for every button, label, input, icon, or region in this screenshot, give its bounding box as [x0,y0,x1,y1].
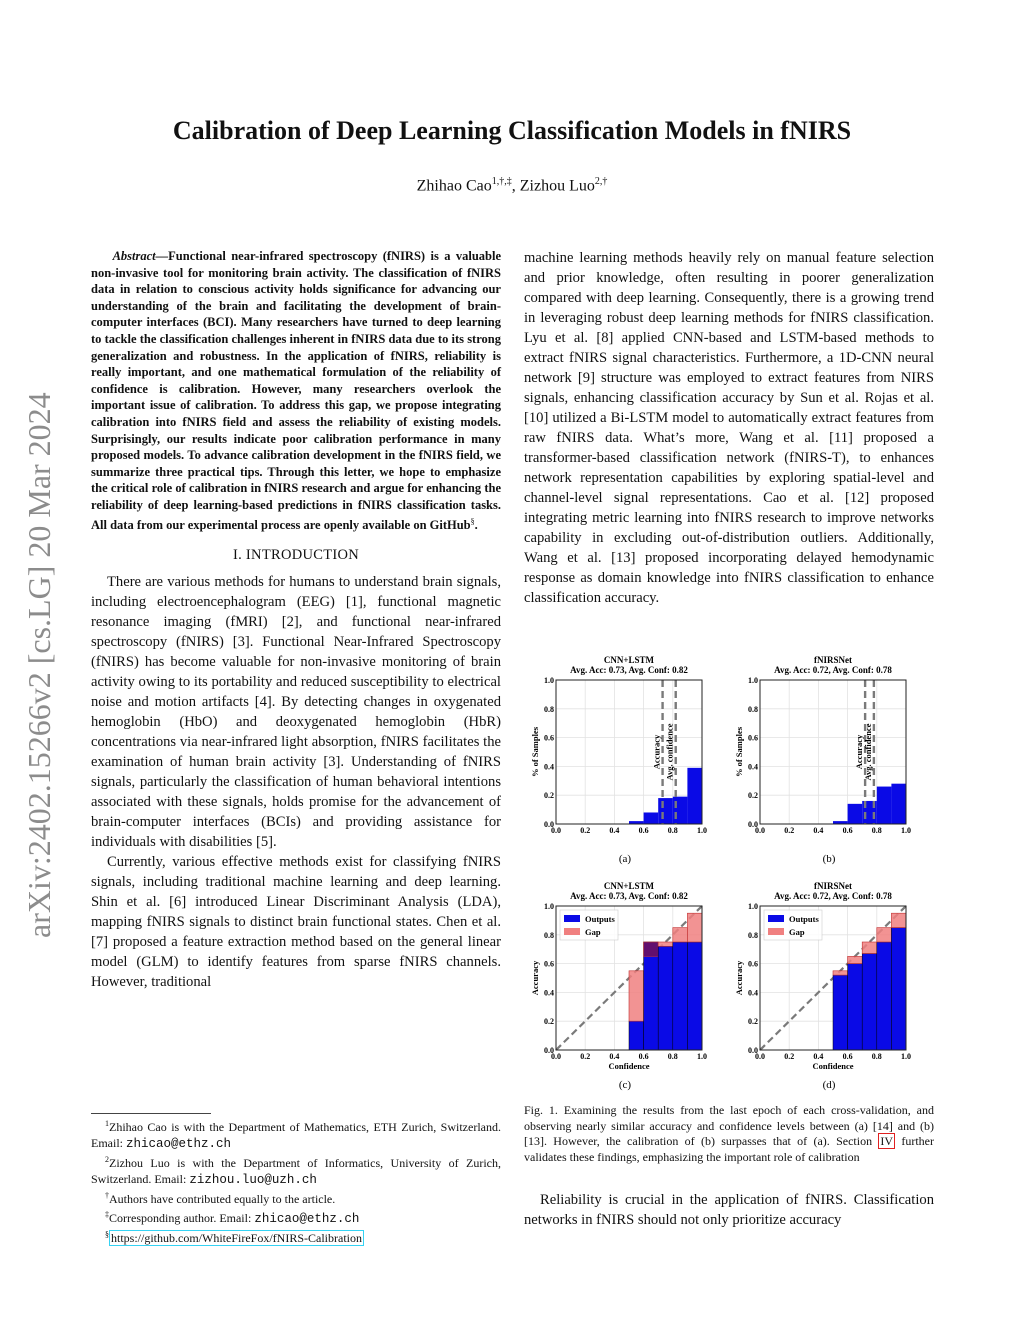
panel-b-bar-1 [848,804,863,824]
panel-c-xtick-2: 0.4 [609,1052,620,1061]
footnote-2-text: Zizhou Luo is with the Department of Informatics, University of Zurich, Switzerland. Email: [91,1156,501,1186]
footnote-1 [91,1116,501,1152]
panel-b-ytick-3: 0.6 [748,733,758,743]
panel-b-xtick-4: 0.8 [871,826,882,835]
panel-c-ytick-3: 0.6 [544,959,554,969]
panel-d-gap-bar-4 [891,913,906,927]
panel-d-xtick-4: 0.8 [871,1052,882,1061]
panel-a-bar-3 [673,797,688,824]
right-paragraph-2: Reliability is crucial in the application of fNIRS. Classification networks in fNIRS should not only prioritize accuracy [524,1192,934,1228]
panel-c-xlabel: Confidence [608,1061,650,1071]
panel-a-title: CNN+LSTM [603,655,655,665]
figure-caption [524,1103,934,1165]
panel-d-legend-gap: Gap [789,927,805,937]
panel-a-line-label-0: Accuracy [651,734,662,770]
panel-d-subtitle: Avg. Acc: 0.72, Avg. Conf: 0.78 [774,891,892,901]
panel-d-gap-bar-3 [877,928,892,942]
panel-b-ytick-1: 0.2 [748,791,758,801]
panel-c-label: (c) [618,1079,632,1091]
panel-a-xtick-2: 0.4 [609,826,620,835]
panel-a-ytick-0: 0.0 [544,820,554,829]
section-ref-link[interactable]: IV [880,1134,894,1148]
author-1: Zhihao Cao [416,177,492,195]
panel-d-ytick-0: 0.0 [748,1046,758,1055]
panel-a-xtick-3: 0.6 [638,826,649,835]
author-line [0,176,1024,195]
footnote-2-mark: 2 [105,1155,109,1164]
footnote-4-text: Corresponding author. Email: [109,1211,255,1225]
author-2-marks: 2,† [594,176,608,187]
panel-c-legend-outputs-swatch [564,915,580,922]
panel-c-xtick-3: 0.6 [638,1052,649,1061]
panel-c-output-bar-2 [658,946,673,1050]
section-heading-introduction: I. INTRODUCTION [232,547,360,564]
panel-d-title: fNIRSNet [814,881,852,891]
panel-b-bar-3 [877,787,892,824]
right-paragraph-1: machine learning methods heavily rely on manual feature selection and prior knowledge, often resulting in poorer generalization compared with deep learning. Consequently, there is a growing trend in leveraging robust deep learning methods for fNIRS classification. Lyu et al. [8] applied CNN-based and LSTM-based methods to extract fNIRS signal characteristics. Furthermore, a 1D-CNN neural network [9] structure was employed to extract features from NIRS signals, enhancing classification accuracy by Sun et al. Rojas et al. [10] utilized a Bi-LSTM model to automatically extract features from raw fNIRS data. What’s more, Wang et al. [11] proposed a transformer-based classification network (fNIRS-T), to enhances network representation capabilities by exploring spatial-level and channel-level signal representations. Cao et al. [12] proposed integrating metric learning into fNIRS research to improve networks capability in excluding out-of-distribution outliers. Additionally, Wang et al. [13] proposed incorporating delayed hemodynamic response as domain knowledge into fNIRS classification to enhance classification accuracy. [524,250,934,606]
panel-d-output-bar-2 [862,954,877,1050]
panel-d-output-bar-4 [891,928,906,1050]
panel-b-ytick-2: 0.4 [748,762,758,772]
panel-b-ytick-4: 0.8 [748,704,758,714]
panel-d-label: (d) [822,1079,836,1091]
arxiv-stamp-text: arXiv:2402.15266v2 [cs.LG] 20 Mar 2024 [21,392,57,938]
panel-c-xtick-0: 0.0 [551,1052,561,1061]
panel-a-ytick-1: 0.2 [544,791,554,801]
footnote-3-mark: † [105,1191,109,1200]
footnote-1-email[interactable]: zhicao@ethz.ch [126,1137,232,1151]
panel-d-ylabel: Accuracy [734,960,744,996]
panel-b-label: (b) [822,853,836,865]
footnote-4-mark: ‡ [105,1210,109,1219]
panel-c-gap-bar-1 [644,942,659,956]
panel-d-legend-outputs: Outputs [789,914,819,924]
panel-a-ytick-3: 0.6 [544,733,554,743]
panel-d-gap-bar-2 [862,942,877,954]
panel-d-xtick-1: 0.2 [784,1052,795,1061]
panel-c-output-bar-1 [644,942,659,1050]
panel-a-xtick-5: 1.0 [697,826,707,835]
panel-a-ytick-5: 1.0 [544,676,554,685]
panel-a-label: (a) [618,853,632,865]
panel-c-ytick-1: 0.2 [544,1017,554,1027]
footnote-4-email[interactable]: zhicao@ethz.ch [254,1212,360,1226]
abstract [91,248,501,533]
panel-a-line-label-1: Avg. confidence [664,723,675,781]
panel-b-bar-4 [891,784,906,824]
right-column [524,248,934,608]
footnote-2 [91,1152,501,1188]
footnote-2-email[interactable]: zizhou.luo@uzh.ch [189,1173,317,1187]
panel-b-xtick-0: 0.0 [755,826,765,835]
caption-text: Fig. 1. Examining the results from the last epoch of each cross-validation, and observing nearly similar accuracy and confidence levels between (a) [14] and (b) [13]. However, the calibration of (b) surpasses that of (a). Section [524,1103,934,1148]
intro-paragraph-1: There are various methods for humans to understand brain signals, including electroencephalogram (EEG) [1], functional magnetic resonance imaging (fMRI) [2], and functional near-infrared spectroscopy (fNIRS) [3]. Functional Near-Infrared Spectroscopy (fNIRS) has become valuable for non-invasive monitoring of brain activity owing to its portability and reduced susceptibility to electrical noise and motion artifacts [4]. By detecting changes in oxygenated hemoglobin (HbO) and deoxygenated hemoglobin (HbR) concentrations via near-infrared light absorption, fNIRS facilitates the examination of human brain activity [3]. Understanding of fNIRS signals, particularly the classification of human behavioral intentions associated with these signals, holds promise for the advancement of brain-computer interfaces (BCIs) and providing assistance for individuals with disabilities [5]. [91,574,501,851]
panel-d-ytick-4: 0.8 [748,930,758,940]
footnote-rule [91,1113,211,1114]
footnote-3 [91,1188,501,1207]
abstract-label: Abstract— [112,249,169,263]
figure-1 [524,652,934,1092]
panel-d-ytick-2: 0.4 [748,988,758,998]
panel-a-ytick-4: 0.8 [544,704,554,714]
panel-a-xtick-4: 0.8 [667,826,678,835]
arxiv-stamp [12,350,62,940]
panel-d-output-bar-0 [833,975,848,1050]
panel-d-xtick-2: 0.4 [813,1052,824,1061]
panel-d-output-bar-1 [848,964,863,1050]
panel-a-xtick-1: 0.2 [580,826,591,835]
panel-b-line-label-1: Avg. confidence [862,723,873,781]
panel-d-gap-bar-1 [848,956,863,963]
left-column [91,248,501,992]
panel-b-ytick-0: 0.0 [748,820,758,829]
panel-d-xtick-5: 1.0 [901,1052,911,1061]
panel-c-output-bar-4 [687,942,702,1050]
author-sep: , [511,177,520,195]
panel-c-xtick-4: 0.8 [667,1052,678,1061]
paper-title: Calibration of Deep Learning Classification Models in fNIRS [172,116,852,145]
panel-c-ytick-5: 1.0 [544,902,554,911]
panel-d-xlabel: Confidence [812,1061,854,1071]
footnote-1-mark: 1 [105,1119,109,1128]
intro-paragraph-2: Currently, various effective methods exist for classifying fNIRS signals, including traditional machine learning and deep learning. Shin et al. [6] introduced Linear Discriminant Analysis (LDA), mapping fNIRS signals to distinct brain functional states. Chen et al. [7] proposed a feature extraction method based on the general linear model (GLM) to identify features from sparse fNIRS channels. However, traditional [91,854,501,991]
footnotes [91,1113,501,1246]
abstract-text: Functional near-infrared spectroscopy (fNIRS) is a valuable non-invasive tool for monitoring brain activity. The classification of fNIRS data in relation to conscious activity holds significance for advancing our understanding of the brain and facilitating the development of brain-computer interfaces (BCI). Many researchers have turned to deep learning to tackle the classification challenges inherent in fNIRS data due to its strong generalization and robustness. In the application of fNIRS, reliability is really important, and one mathematical formulation of the reliability of confidence is calibration. However, many researchers overlook the important issue of calibration. To address this gap, we propose integrating calibration into fNIRS field and assess the reliability of existing models. Surprisingly, our results indicate poor calibration performance in many proposed models. To advance calibration development in the fNIRS field, we summarize three practical tips. Through this letter, we hope to emphasize the critical role of calibration in fNIRS research and argue for enhancing the reliability of deep learning-based predictions in fNIRS classification tasks. All data from our experimental process are openly available on GitHub [91,249,501,532]
panel-c-gap-bar-4 [687,913,702,942]
panel-c-xtick-1: 0.2 [580,1052,591,1061]
panel-a-ylabel: % of Samples [530,726,540,778]
panel-d-output-bar-3 [877,942,892,1050]
panel-d-ytick-5: 1.0 [748,902,758,911]
panel-d-legend-gap-swatch [768,928,784,935]
panel-c-ytick-4: 0.8 [544,930,554,940]
panel-d-ytick-1: 0.2 [748,1017,758,1027]
panel-b-subtitle: Avg. Acc: 0.72, Avg. Conf: 0.78 [774,665,892,675]
panel-a-bar-1 [644,812,659,824]
panel-d-legend-outputs-swatch [768,915,784,922]
panel-b-xtick-1: 0.2 [784,826,795,835]
panel-d-xtick-0: 0.0 [755,1052,765,1061]
panel-a-xtick-0: 0.0 [551,826,561,835]
panel-c-ytick-2: 0.4 [544,988,554,998]
panel-d-xtick-3: 0.6 [842,1052,853,1061]
panel-c-legend-outputs: Outputs [585,914,615,924]
author-2: Zizhou Luo [519,177,595,195]
panel-c-legend-gap: Gap [585,927,601,937]
panel-b-title: fNIRSNet [814,655,852,665]
panel-b-ylabel: % of Samples [734,726,744,778]
panel-a-subtitle: Avg. Acc: 0.73, Avg. Conf: 0.82 [570,665,688,675]
panel-b-ytick-5: 1.0 [748,676,758,685]
panel-c-ylabel: Accuracy [530,960,540,996]
panel-a-bar-2 [658,798,673,824]
panel-b-xtick-3: 0.6 [842,826,853,835]
github-link[interactable]: https://github.com/WhiteFireFox/fNIRS-Calibration [111,1231,362,1245]
panel-c-subtitle: Avg. Acc: 0.73, Avg. Conf: 0.82 [570,891,688,901]
figure-1-svg [524,652,934,1092]
panel-b-xtick-2: 0.4 [813,826,824,835]
panel-c-xtick-5: 1.0 [697,1052,707,1061]
abstract-footnote-mark: § [470,516,475,526]
panel-a-ytick-2: 0.4 [544,762,554,772]
panel-b-xtick-5: 1.0 [901,826,911,835]
footnote-3-text: Authors have contributed equally to the article. [109,1192,336,1206]
right-bottom [524,1190,934,1230]
panel-c-legend-gap-swatch [564,928,580,935]
footnote-4 [91,1207,501,1227]
panel-c-output-bar-0 [629,1021,644,1050]
panel-a-bar-4 [687,768,702,824]
panel-c-gap-bar-2 [658,942,673,946]
abstract-end: . [474,517,478,532]
panel-d-gap-bar-0 [833,971,848,975]
panel-c-gap-bar-3 [673,928,688,942]
panel-c-output-bar-3 [673,942,688,1050]
footnote-1-text: Zhihao Cao is with the Department of Mathematics, ETH Zurich, Switzerland. Email: [91,1120,501,1150]
panel-c-gap-bar-0 [629,971,644,1021]
author-1-marks: 1,†,‡ [491,176,512,187]
caption-text-end: further validates these findings, emphasizing the important role of calibration [524,1134,934,1164]
panel-c-ytick-0: 0.0 [544,1046,554,1055]
panel-d-ytick-3: 0.6 [748,959,758,969]
footnote-5 [91,1227,501,1246]
panel-b-line-label-0: Accuracy [854,734,865,770]
footnote-5-mark: § [105,1230,109,1239]
panel-c-title: CNN+LSTM [603,881,655,891]
